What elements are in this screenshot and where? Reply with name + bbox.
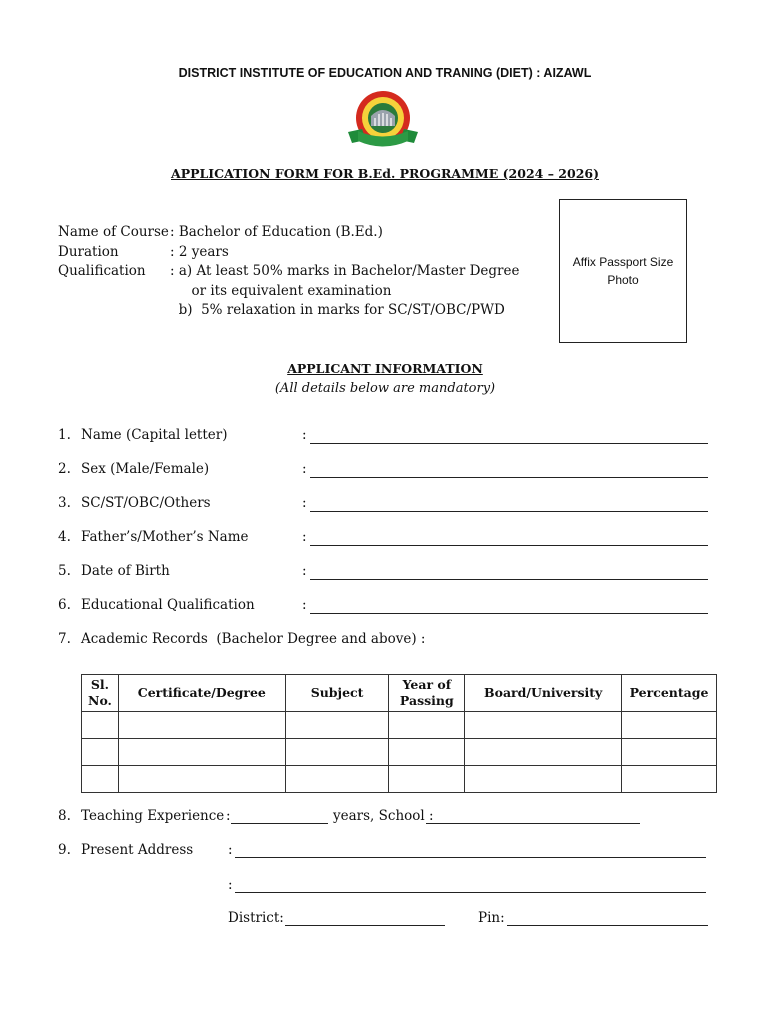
table-cell[interactable] [622, 766, 717, 793]
table-cell[interactable] [82, 739, 119, 766]
field-colon: : [302, 529, 307, 545]
table-cell[interactable] [118, 739, 285, 766]
field-number: 9. [58, 842, 71, 858]
course-value: or its equivalent examination [170, 282, 392, 299]
field-colon: : [302, 427, 307, 443]
course-row [58, 262, 519, 282]
district-input-line[interactable] [285, 925, 445, 926]
table-cell[interactable] [465, 712, 622, 739]
field-dob [58, 563, 708, 583]
table-cell[interactable] [622, 739, 717, 766]
field-label: Father’s/Mother’s Name [81, 529, 249, 545]
diet-emblem-logo [342, 88, 424, 154]
course-label [58, 301, 170, 321]
table-cell[interactable] [622, 712, 717, 739]
field-label: Academic Records (Bachelor Degree and above) : [81, 631, 426, 647]
field-colon: : [302, 597, 307, 613]
field-label: Date of Birth [81, 563, 170, 579]
district-label: District: [228, 910, 284, 926]
section-title: APPLICANT INFORMATION [287, 361, 483, 376]
table-cell[interactable] [285, 766, 389, 793]
field-number: 3. [58, 495, 71, 511]
col-header-sl-no: Sl. No. [82, 675, 119, 712]
course-value: : Bachelor of Education (B.Ed.) [170, 224, 383, 240]
address-line-1[interactable] [235, 857, 706, 858]
field-label: Sex (Male/Female) [81, 461, 210, 477]
form-title: APPLICATION FORM FOR B.Ed. PROGRAMME (2024 – 2026) [171, 166, 599, 181]
passport-photo-box[interactable] [559, 199, 687, 343]
present-address-label: Present Address [81, 842, 194, 858]
col-header-board: Board/University [465, 675, 622, 712]
field-number: 7. [58, 631, 71, 647]
field-number: 6. [58, 597, 71, 613]
course-details [58, 223, 519, 321]
col-header-subject: Subject [285, 675, 389, 712]
academic-records-label [58, 631, 426, 647]
table-cell[interactable] [285, 739, 389, 766]
course-row [58, 223, 519, 243]
table-cell[interactable] [285, 712, 389, 739]
pin-input-line[interactable] [507, 925, 708, 926]
course-row [58, 243, 519, 263]
table-header-row [82, 675, 717, 712]
col-header-certificate: Certificate/Degree [118, 675, 285, 712]
table-row [82, 739, 717, 766]
field-label: Educational Qualification [81, 597, 255, 613]
field-colon: : [228, 877, 233, 893]
photo-box-text: Affix Passport Size Photo [572, 255, 674, 287]
category-input-line[interactable] [310, 511, 708, 512]
table-cell[interactable] [82, 712, 119, 739]
table-row [82, 712, 717, 739]
course-row [58, 301, 519, 321]
field-label: SC/ST/OBC/Others [81, 495, 211, 511]
field-colon: : [228, 842, 233, 858]
course-label: Duration [58, 243, 119, 260]
course-value: : a) At least 50% marks in Bachelor/Master Degree [170, 263, 520, 279]
field-number: 2. [58, 461, 71, 477]
col-header-year: Year of Passing [389, 675, 465, 712]
school-input-line[interactable] [426, 823, 640, 824]
field-colon: : [226, 808, 231, 824]
institute-title: DISTRICT INSTITUTE OF EDUCATION AND TRANING (DIET) : AIZAWL [178, 66, 592, 80]
field-number: 1. [58, 427, 71, 443]
years-school-label: years, School : [333, 808, 434, 824]
table-cell[interactable] [389, 766, 465, 793]
field-number: 5. [58, 563, 71, 579]
name-input-line[interactable] [310, 443, 708, 444]
section-subtitle: (All details below are mandatory) [274, 381, 496, 396]
field-number: 4. [58, 529, 71, 545]
diet-emblem-icon [342, 88, 424, 154]
course-label: Qualification [58, 263, 146, 279]
academic-records-table [81, 674, 717, 793]
table-cell[interactable] [118, 766, 285, 793]
field-parent-name [58, 529, 708, 549]
pin-label: Pin: [478, 910, 505, 926]
field-colon: : [302, 563, 307, 579]
course-value: : 2 years [170, 243, 229, 260]
table-cell[interactable] [82, 766, 119, 793]
course-label: Name of Course [58, 224, 169, 240]
dob-input-line[interactable] [310, 579, 708, 580]
course-row [58, 282, 519, 302]
table-row [82, 766, 717, 793]
address-line-2[interactable] [235, 892, 706, 893]
field-sex [58, 461, 708, 481]
field-category [58, 495, 708, 515]
table-cell[interactable] [389, 739, 465, 766]
course-value: b) 5% relaxation in marks for SC/ST/OBC/PWD [170, 302, 505, 318]
field-colon: : [302, 495, 307, 511]
field-name [58, 427, 708, 447]
parent-name-input-line[interactable] [310, 545, 708, 546]
teaching-years-input-line[interactable] [231, 823, 328, 824]
field-label: Name (Capital letter) [81, 427, 228, 443]
table-cell[interactable] [465, 766, 622, 793]
qualification-input-line[interactable] [310, 613, 708, 614]
field-colon: : [302, 461, 307, 477]
course-label [58, 282, 170, 302]
field-qualification [58, 597, 708, 617]
col-header-percentage: Percentage [622, 675, 717, 712]
field-number: 8. [58, 808, 71, 824]
teaching-experience-label: Teaching Experience [81, 808, 225, 824]
sex-input-line[interactable] [310, 477, 708, 478]
table-cell[interactable] [118, 712, 285, 739]
table-cell[interactable] [389, 712, 465, 739]
table-cell[interactable] [465, 739, 622, 766]
